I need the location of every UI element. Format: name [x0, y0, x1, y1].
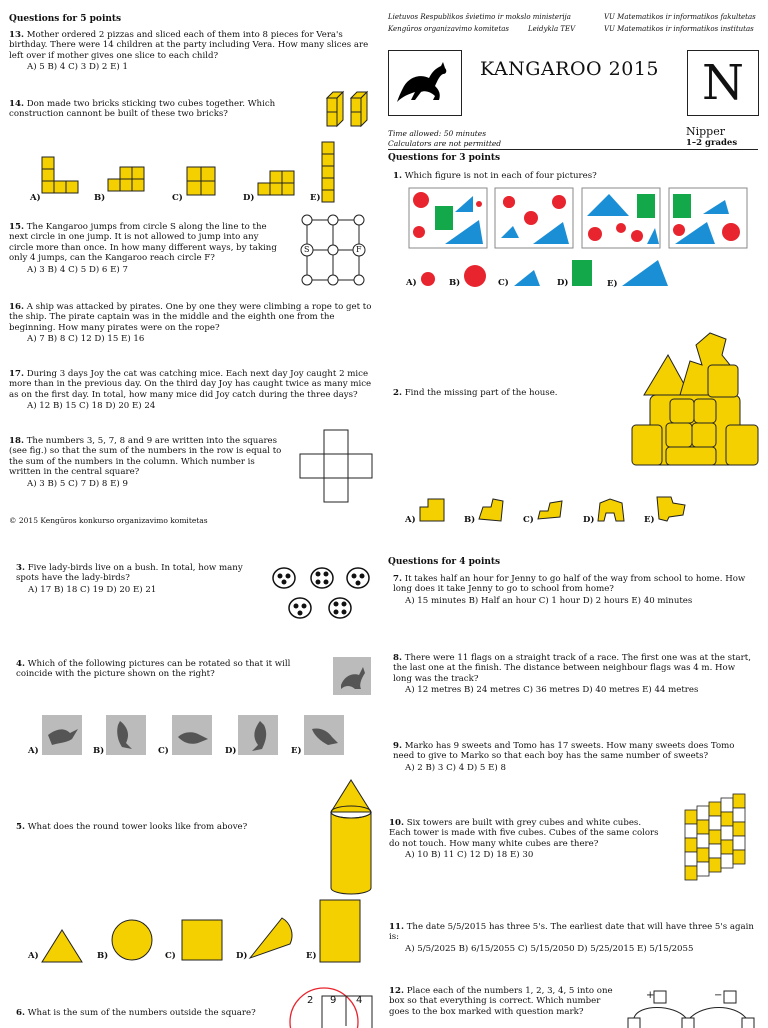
question-number: 9. [393, 741, 402, 751]
number-outside-right: 4 [356, 995, 363, 1006]
question-8 [393, 653, 755, 696]
level-letter-box: N [687, 50, 759, 116]
number-boxes-figure [624, 988, 764, 1028]
question-number: 6. [16, 1008, 25, 1018]
question-text: Five lady-birds live on a bush. In total, how many spots have the lady-birds? [16, 563, 243, 584]
question-number: 11. [389, 922, 404, 932]
question-4 [16, 659, 326, 680]
question-number: 2. [393, 388, 402, 398]
q2-option-e-label: E) [644, 515, 655, 525]
question-number: 15. [9, 222, 24, 232]
calculators-note: Calculators are not permitted [388, 139, 502, 148]
cross-squares-figure [298, 428, 374, 504]
question-13 [9, 30, 374, 73]
question-1 [393, 171, 753, 181]
question-number: 17. [9, 369, 24, 379]
q4-option-d-label: D) [225, 746, 237, 756]
q4-option-c-label: C) [158, 746, 169, 756]
option-b-label: B) [94, 193, 106, 203]
question-text: It takes half an hour for Jenny to go half of the way from school to home. How long does it take Jenny to go to school from home? [393, 574, 746, 595]
construction-a [40, 153, 80, 203]
question-5 [16, 822, 276, 832]
kangaroo-icon [395, 60, 455, 106]
question-number: 12. [389, 986, 404, 996]
question-number: 16. [9, 302, 24, 312]
question-16 [9, 302, 374, 345]
copyright: © 2015 Kengūros konkurso organizavimo komitetas [9, 516, 208, 525]
number-outside-left: 2 [307, 995, 314, 1006]
question-text: Find the missing part of the house. [404, 388, 558, 398]
question-text: Six towers are built with grey cubes and white cubes. Each tower is made with five cubes. Cubes of the same colors do not touch. How many white cubes are there? [389, 818, 659, 849]
answer-options: A) 3 B) 4 C) 5 D) 6 E) 7 [27, 264, 128, 275]
sector-shape [248, 916, 292, 962]
green-rectangle-icon [570, 258, 594, 288]
question-14 [9, 99, 314, 120]
option-d-label: D) [243, 193, 255, 203]
question-12 [389, 986, 619, 1017]
section-title-3pts: Questions for 3 points [388, 153, 501, 163]
circle-shape [110, 918, 154, 962]
header-committee: Kengūros organizavimo komitetas [388, 25, 510, 33]
question-text: The Kangaroo jumps from circle S along the line to the next circle in one jump. It is not allowed to jump into any circle more than once. In how many different ways, by taking only 4 jumps, can the Kangaroo reach circle F? [9, 222, 277, 264]
puzzle-house-figure [630, 325, 760, 475]
question-15 [9, 222, 284, 275]
question-number: 3. [16, 563, 25, 573]
puzzle-piece-c [536, 497, 566, 523]
grades: 1–2 grades [686, 138, 738, 148]
q4-option-a-label: A) [28, 746, 39, 756]
q5-option-d-label: D) [236, 951, 248, 961]
question-text: Which figure is not in each of four pictures? [404, 171, 597, 181]
question-text: Mother ordered 2 pizzas and sliced each of them into 8 pieces for Vera's birthday. There were 14 children at the party including Vera. How many slices are left over if mother gives one slice to each child? [9, 30, 369, 61]
question-10 [389, 818, 661, 861]
question-text: Marko has 9 sweets and Tomo has 17 sweets. How many sweets does Tomo need to give to Marko so that each boy has the same number of sweets? [393, 741, 735, 762]
question-text: During 3 days Joy the cat was catching mice. Each next day Joy caught 2 mice more than in the previous day. On the third day Joy has caught twice as many mice as on the first day. In total, how many mice did Joy catch during the three days? [9, 369, 372, 400]
plus-sign: + [646, 990, 655, 1001]
question-text: Which of the following pictures can be rotated so that it will coincide with the picture shown on the right? [16, 659, 291, 680]
kangaroo-logo [388, 50, 462, 116]
construction-b [106, 163, 156, 203]
answer-options: A) 3 B) 5 C) 7 D) 8 E) 9 [27, 478, 128, 489]
question-text: What does the round tower looks like from above? [27, 822, 248, 832]
option-a-label: A) [30, 193, 41, 203]
header-ministry: Lietuvos Respublikos švietimo ir mokslo ministerija [388, 13, 571, 21]
kangaroo-tile-c [172, 715, 212, 755]
question-number: 14. [9, 99, 24, 109]
kangaroo-tile-a [42, 715, 82, 755]
answer-options: A) 17 B) 18 C) 19 D) 20 E) 21 [28, 584, 157, 595]
question-text: There were 11 flags on a straight track of a race. The first one was at the start, the last one at the finish. The distance between neighbour flags was 4 m. How long was the track? [393, 653, 751, 684]
round-tower-figure [327, 778, 377, 898]
header-divider [388, 149, 758, 150]
ladybirds-figure [268, 562, 378, 626]
question-number: 1. [393, 171, 402, 181]
cube-towers-figure [685, 790, 755, 890]
question-text: The numbers 3, 5, 7, 8 and 9 are written into the squares (see fig.) so that the sum of the numbers in the row is equal to the sum of the numbers in the column. Which number is written in the central square? [9, 436, 282, 478]
puzzle-piece-d [596, 497, 626, 523]
level-name: Nipper [686, 125, 725, 138]
question-number: 18. [9, 436, 24, 446]
number-inside: 9 [330, 995, 337, 1006]
brick-pair-figure [325, 90, 375, 130]
question-number: 10. [389, 818, 404, 828]
question-number: 4. [16, 659, 25, 669]
answer-options: A) 5 B) 4 C) 3 D) 2 E) 1 [27, 62, 128, 73]
q2-option-b-label: B) [464, 515, 476, 525]
minus-sign: − [714, 990, 723, 1001]
question-11 [389, 922, 759, 954]
q5-option-c-label: C) [165, 951, 176, 961]
puzzle-piece-b [477, 497, 507, 523]
answer-options: A) 2 B) 3 C) 4 D) 5 E) 8 [405, 762, 506, 773]
circle-f-label: F [356, 245, 362, 254]
answer-options: A) 10 B) 11 C) 12 D) 18 E) 30 [405, 850, 534, 861]
q1-option-a-label: A) [406, 278, 417, 288]
construction-e [320, 138, 344, 206]
q2-option-a-label: A) [405, 515, 416, 525]
q5-option-b-label: B) [97, 951, 109, 961]
section-title-4pts: Questions for 4 points [388, 557, 501, 567]
kangaroo-tile-d [238, 715, 278, 755]
header-institute: VU Matematikos ir informatikos institutas [604, 25, 754, 33]
answer-options: A) 12 metres B) 24 metres C) 36 metres D) 40 metres E) 44 metres [405, 685, 699, 696]
puzzle-piece-e [655, 495, 689, 523]
large-blue-triangle-icon [620, 258, 670, 288]
circle-s-label: S [304, 245, 310, 254]
q1-option-b-label: B) [449, 278, 461, 288]
answer-options: A) 7 B) 8 C) 12 D) 15 E) 16 [27, 334, 145, 345]
question-6 [16, 1008, 276, 1018]
question-number: 13. [9, 30, 24, 40]
question-text: The date 5/5/2015 has three 5's. The earliest date that will have three 5's again is: [389, 922, 754, 943]
section-title-5pts: Questions for 5 points [9, 14, 122, 24]
option-c-label: C) [172, 193, 183, 203]
q5-option-e-label: E) [306, 951, 317, 961]
contest-title: KANGAROO 2015 [480, 58, 660, 80]
construction-c [185, 163, 225, 203]
small-blue-triangle-icon [512, 268, 542, 288]
question-7 [393, 574, 755, 606]
question-text: Don made two bricks sticking two cubes together. Which construction cannont be built of these two bricks? [9, 99, 276, 120]
question-17 [9, 369, 374, 412]
q4-option-e-label: E) [291, 746, 302, 756]
question-2 [393, 388, 613, 398]
puzzle-piece-a [418, 497, 448, 523]
answer-options: A) 12 B) 15 C) 18 D) 20 E) 24 [27, 401, 156, 412]
header-publisher: Leidykla TEV [528, 25, 576, 33]
q1-four-pictures [409, 188, 759, 250]
red-small-circle-icon [420, 271, 436, 287]
question-text: What is the sum of the numbers outside the square? [27, 1008, 256, 1018]
question-18 [9, 436, 284, 489]
question-number: 8. [393, 653, 402, 663]
header-faculty: VU Matematikos ir informatikos fakultetas [604, 13, 756, 21]
q4-option-b-label: B) [93, 746, 105, 756]
kangaroo-tile-e [304, 715, 344, 755]
square-shape [180, 918, 224, 962]
answer-options: A) 15 minutes B) Half an hour C) 1 hour D) 2 hours E) 40 minutes [405, 595, 693, 606]
q2-option-d-label: D) [583, 515, 595, 525]
kangaroo-tile-b [106, 715, 146, 755]
rectangle-shape [318, 898, 362, 964]
question-number: 7. [393, 574, 402, 584]
question-text: Place each of the numbers 1, 2, 3, 4, 5 into one box so that everything is correct. Which number goes to the box marked with question mark? [389, 986, 613, 1017]
time-allowed: Time allowed: 50 minutes [388, 129, 487, 138]
question-text: A ship was attacked by pirates. One by one they were climbing a rope to get to the ship. The pirate captain was in the middle and the eighth one from the beginning. How many pirates were on the rope? [9, 302, 372, 333]
triangle-shape [40, 928, 84, 964]
option-e-label: E) [310, 193, 321, 203]
reference-kangaroo-tile [333, 657, 371, 695]
q5-option-a-label: A) [28, 951, 39, 961]
q1-option-c-label: C) [498, 278, 509, 288]
q1-option-d-label: D) [557, 278, 569, 288]
construction-d [256, 163, 306, 203]
question-3 [16, 563, 251, 595]
question-number: 5. [16, 822, 25, 832]
red-large-circle-icon [463, 264, 487, 288]
question-9 [393, 741, 755, 773]
q1-option-e-label: E) [607, 279, 618, 289]
answer-options: A) 5/5/2025 B) 6/15/2055 C) 5/15/2050 D) 5/25/2015 E) 5/15/2055 [405, 943, 694, 954]
q2-option-c-label: C) [523, 515, 534, 525]
